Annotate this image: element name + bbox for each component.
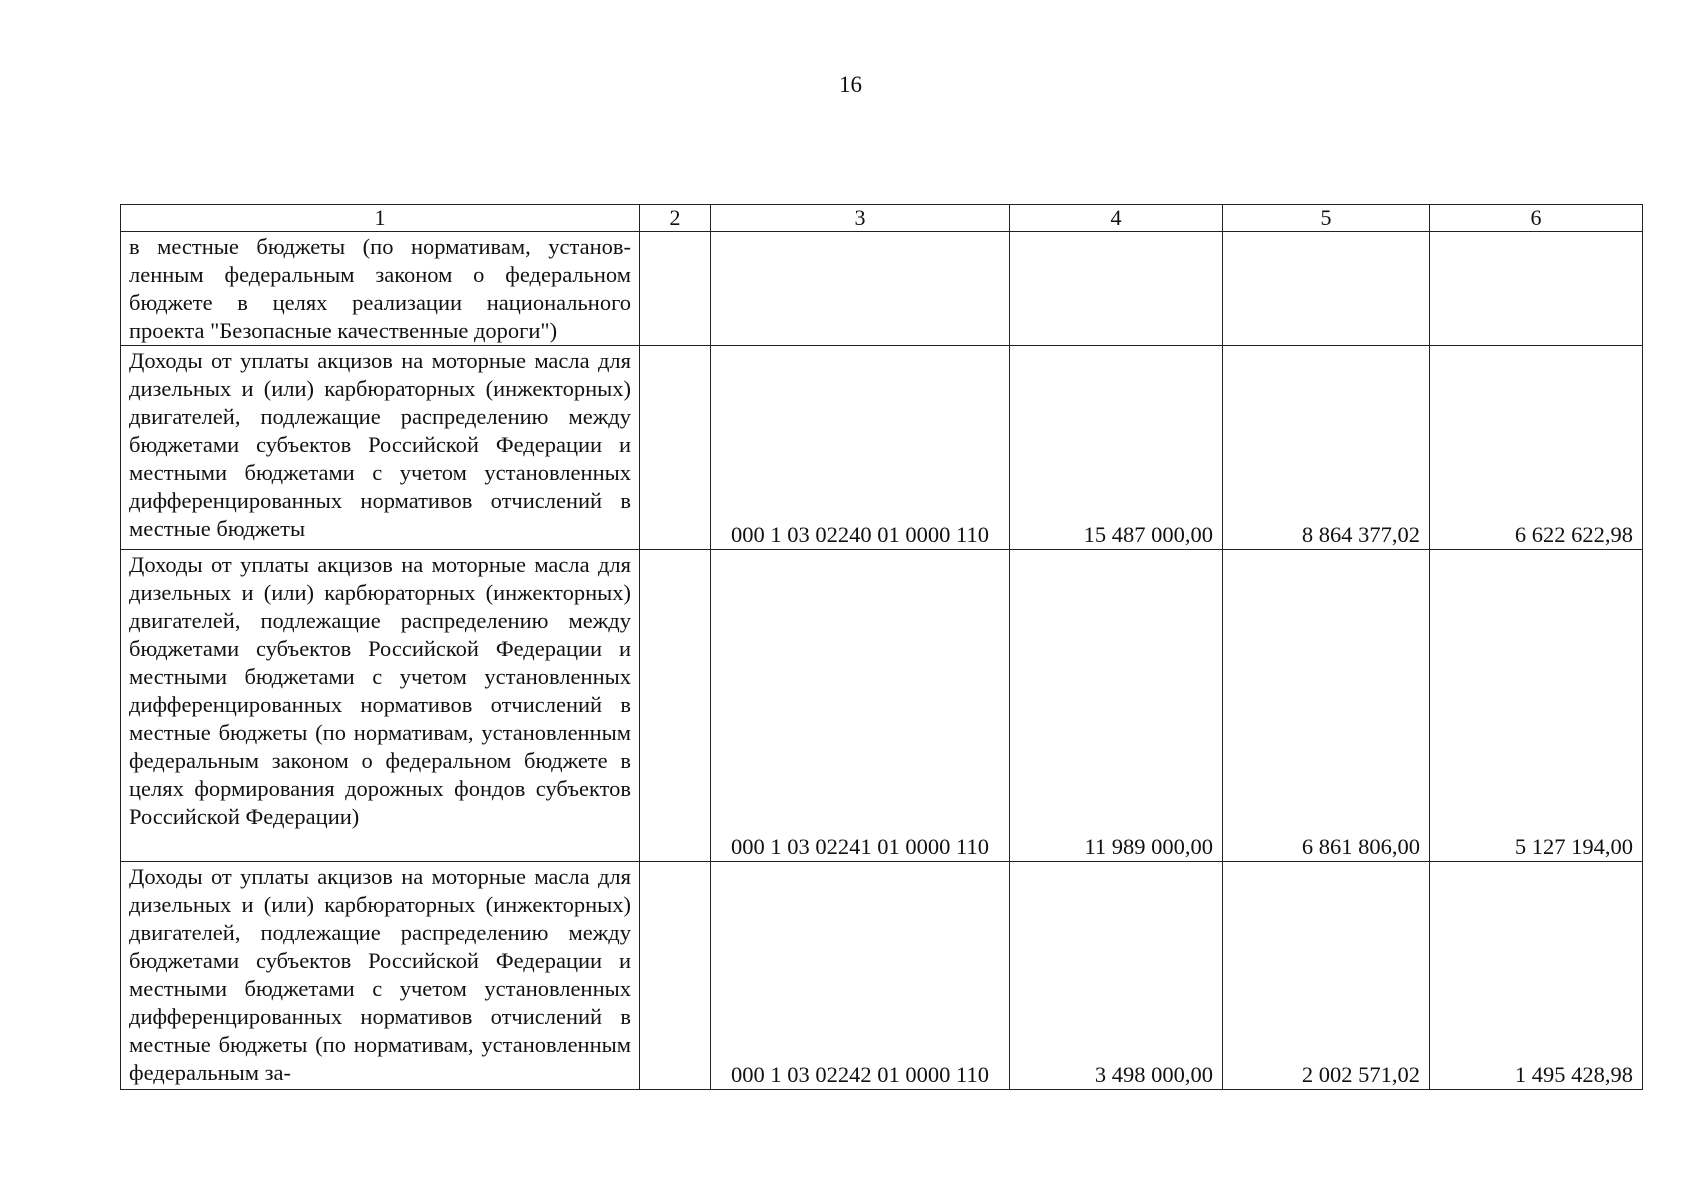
row-budget-code: 000 1 03 02242 01 0000 110 [711,862,1010,1090]
row-col-2 [640,346,711,550]
row-col-2 [640,232,711,346]
row-col-6-amount: 1 495 428,98 [1430,862,1643,1090]
row-budget-code: 000 1 03 02241 01 0000 110 [711,550,1010,862]
header-col-2: 2 [640,205,711,232]
row-description-text: Доходы от уплаты акцизов на моторные масла для дизельных и (или) карбюраторных (инжекторных) двигателей, подлежащие распределению между бюджетами субъектов Российской Федерации и местными бюджетами с учетом установленных дифференцированных нормативов отчислений в местные бюджеты [129,348,631,541]
header-col-6: 6 [1430,205,1643,232]
row-col-5-amount: 6 861 806,00 [1223,550,1430,862]
table-row [121,232,1643,346]
row-col-6-amount: 6 622 622,98 [1430,346,1643,550]
row-col-5-amount: 2 002 571,02 [1223,862,1430,1090]
table-row [121,550,1643,862]
row-description-text: Доходы от уплаты акцизов на моторные масла для дизельных и (или) карбюраторных (инжекторных) двигателей, подлежащие распределению между бюджетами субъектов Российской Федерации и местными бюджетами с учетом установленных дифференцированных нормативов отчислений в местные бюджеты (по нормативам, установленным федеральным за- [129,864,631,1085]
row-budget-code: 000 1 03 02240 01 0000 110 [711,346,1010,550]
table-header-row [121,205,1643,232]
row-col-4-amount: 3 498 000,00 [1010,862,1223,1090]
header-col-3: 3 [711,205,1010,232]
row-col-5-amount: 8 864 377,02 [1223,346,1430,550]
row-col-4-amount: 11 989 000,00 [1010,550,1223,862]
row-col-4-amount [1010,232,1223,346]
row-description [121,232,640,346]
row-description [121,550,640,862]
revenue-table [120,204,1643,1090]
row-col-4-amount: 15 487 000,00 [1010,346,1223,550]
header-col-1: 1 [121,205,640,232]
row-col-6-amount: 5 127 194,00 [1430,550,1643,862]
row-col-6-amount [1430,232,1643,346]
row-budget-code [711,232,1010,346]
table-row [121,862,1643,1090]
row-col-5-amount [1223,232,1430,346]
header-col-5: 5 [1223,205,1430,232]
row-col-2 [640,550,711,862]
page-number: 16 [839,72,862,97]
table-row [121,346,1643,550]
row-description [121,862,640,1090]
row-description-text: в местные бюджеты (по нормативам, установленным федеральным законом о федеральном бюджете в целях реализации национального проекта "Безопасные качественные дороги") [129,234,631,343]
revenue-table-container [120,204,1642,1090]
row-col-2 [640,862,711,1090]
row-description [121,346,640,550]
row-description-text: Доходы от уплаты акцизов на моторные масла для дизельных и (или) карбюраторных (инжекторных) двигателей, подлежащие распределению между бюджетами субъектов Российской Федерации и местными бюджетами с учетом установленных дифференцированных нормативов отчислений в местные бюджеты (по нормативам, установленным федеральным законом о федеральном бюджете в целях формирования дорожных фондов субъектов Российской Федерации) [129,552,631,829]
header-col-4: 4 [1010,205,1223,232]
